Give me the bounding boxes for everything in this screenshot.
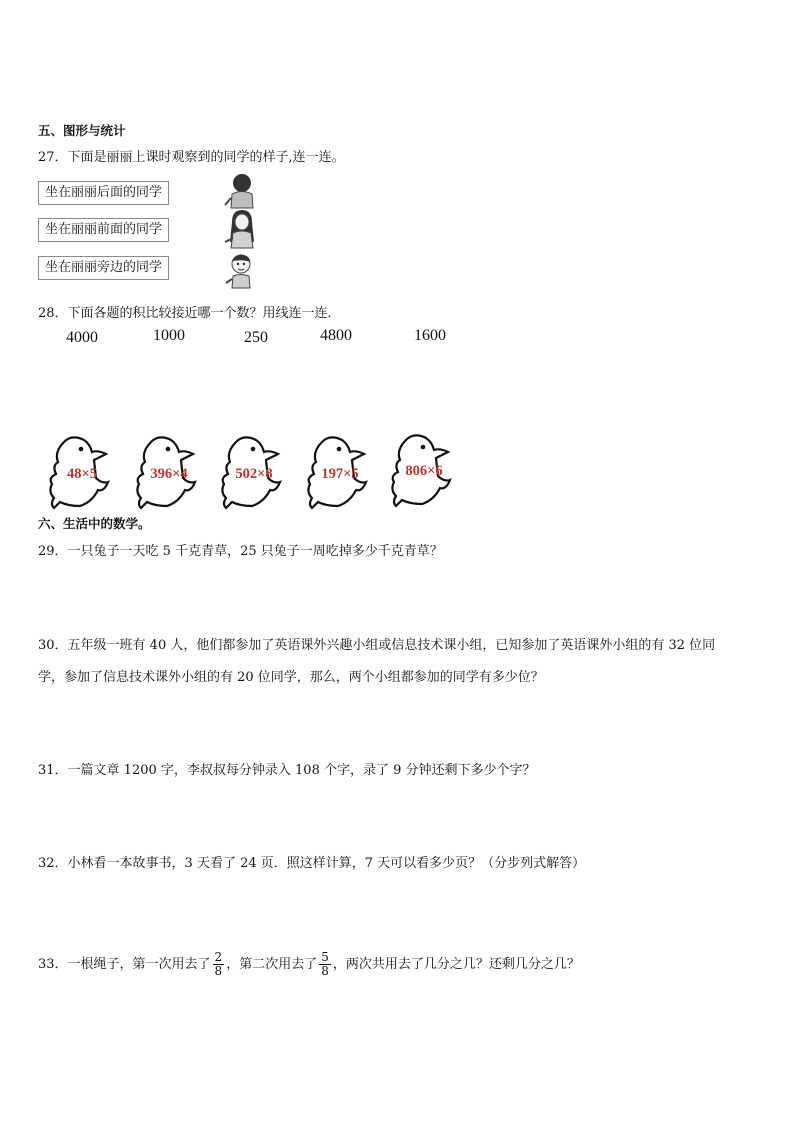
q28-dolphin-card-5[interactable] [384, 430, 464, 510]
section-6-title: 六、生活中的数学。 [38, 516, 151, 531]
question-28-text: 28．下面各题的积比较接近哪一个数？用线连一连． [38, 306, 341, 321]
q28-expression-3: 502×8 [235, 466, 273, 482]
q28-dolphin-card-3[interactable] [214, 432, 294, 512]
question-31-text: 31．一篇文章 1200 字，李叔叔每分钟录入 108 个字，录了 9 分钟还剩下多少个字？ [38, 763, 536, 778]
q28-expression-4: 197×5 [321, 466, 359, 482]
section-5-title: 五、图形与统计 [38, 123, 126, 138]
q28-expression-1: 48×5 [66, 466, 97, 482]
q28-dolphin-card-4[interactable] [300, 432, 380, 512]
q28-expression-5: 806×6 [405, 463, 443, 479]
question-27-text: 27．下面是丽丽上课时观察到的同学的样子,连一连。 [38, 150, 345, 165]
q27-box-behind[interactable]: 坐在丽丽后面的同学 [38, 181, 169, 205]
q33-part-2: ，第二次用去了 [226, 957, 318, 972]
question-32-text: 32．小林看一本故事书，3 天看了 24 页．照这样计算，7 天可以看多少页？（分步列式解答） [38, 856, 586, 871]
q28-number-4800[interactable]: 4800 [320, 327, 352, 344]
q28-dolphin-card-2[interactable] [129, 432, 209, 512]
question-33-text [38, 951, 580, 978]
student-front-girl-icon[interactable] [222, 208, 258, 246]
q27-box-beside[interactable]: 坐在丽丽旁边的同学 [38, 256, 169, 280]
q27-box-front[interactable]: 坐在丽丽前面的同学 [38, 218, 169, 242]
q33-fraction-1 [213, 951, 225, 978]
student-back-view-icon[interactable] [222, 172, 258, 210]
question-30-line-2: 学，参加了信息技术课外小组的有 20 位同学，那么，两个小组都参加的同学有多少位？ [38, 670, 544, 685]
q28-dolphin-card-1[interactable] [42, 432, 122, 512]
q33-fraction-2-denominator: 8 [321, 964, 329, 978]
q33-fraction-2-numerator: 5 [321, 950, 329, 964]
q33-fraction-1-numerator: 2 [214, 950, 223, 964]
q28-number-250[interactable]: 250 [244, 329, 268, 346]
q33-part-3: ，两次共用去了几分之几？还剩几分之几？ [332, 957, 580, 972]
q28-number-1000[interactable]: 1000 [153, 327, 185, 344]
question-29-text: 29．一只兔子一天吃 5 千克青草，25 只兔子一周吃掉多少千克青草？ [38, 544, 443, 559]
q28-expression-2: 396×4 [150, 466, 188, 482]
q28-number-1600[interactable]: 1600 [414, 327, 446, 344]
question-30-line-1: 30．五年级一班有 40 人，他们都参加了英语课外兴趣小组或信息技术课小组，已知参加了英语课外小组的有 32 位同 [38, 638, 716, 653]
q33-fraction-1-denominator: 8 [214, 964, 223, 978]
q33-part-1: 33．一根绳子，第一次用去了 [38, 957, 211, 972]
q33-fraction-2 [319, 951, 331, 978]
q28-number-4000[interactable]: 4000 [66, 329, 98, 346]
student-side-boy-icon[interactable] [222, 252, 258, 290]
